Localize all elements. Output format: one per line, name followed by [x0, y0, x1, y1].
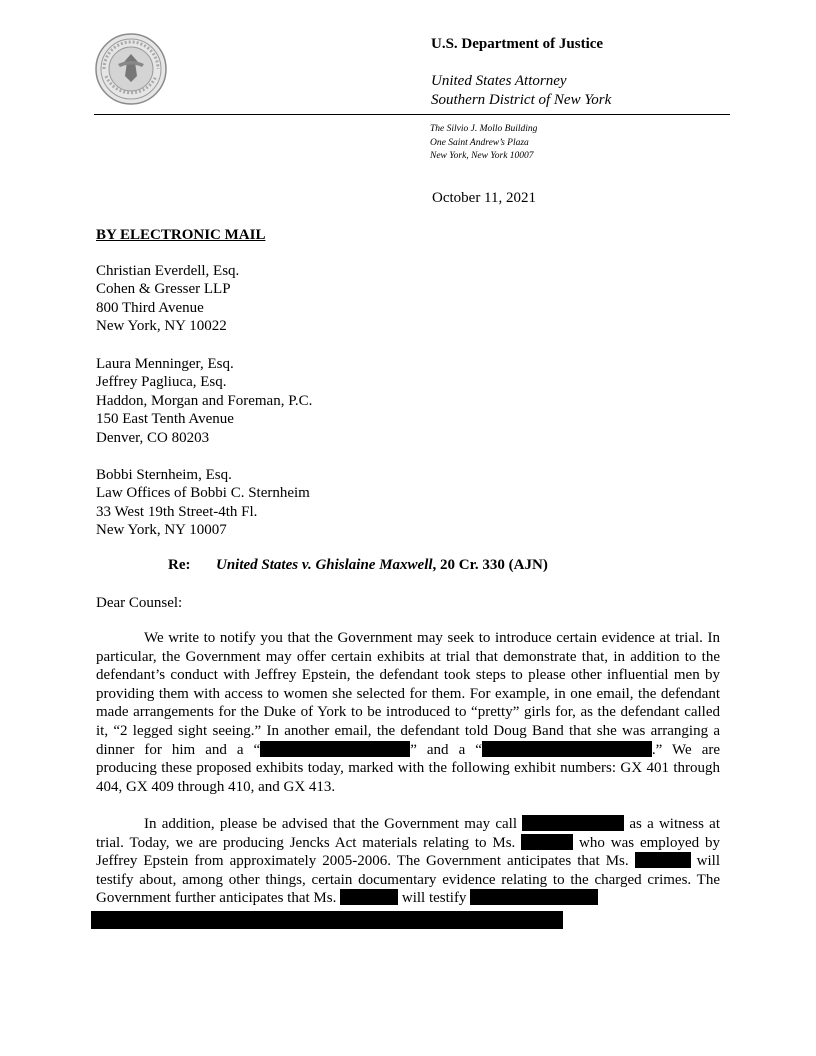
address-line: 800 Third Avenue — [96, 299, 204, 316]
salutation: Dear Counsel: — [96, 595, 183, 611]
office-address-2: One Saint Andrew’s Plaza — [430, 137, 529, 148]
letter-date: October 11, 2021 — [432, 190, 537, 206]
redaction-bar — [521, 834, 573, 850]
body-paragraph-1 — [96, 629, 720, 796]
address-line: Cohen & Gresser LLP — [96, 281, 231, 298]
address-line: Jeffrey Pagliuca, Esq. — [96, 374, 227, 391]
recipient-block-2 — [96, 355, 312, 447]
address-line: Law Offices of Bobbi C. Sternheim — [96, 485, 310, 502]
paragraph-2-part-a: In addition, please be advised that the Government may call — [144, 816, 523, 832]
office-line-1: United States Attorney — [431, 73, 567, 89]
redaction-bar — [522, 815, 624, 831]
office-address-1: The Silvio J. Mollo Building — [430, 124, 538, 134]
address-line: Christian Everdell, Esq. — [96, 263, 240, 279]
redaction-bar — [624, 741, 652, 757]
address-line: Bobbi Sternheim, Esq. — [96, 467, 232, 483]
case-caption — [216, 557, 548, 574]
address-line: Laura Menninger, Esq. — [96, 356, 234, 372]
paragraph-2-part-e: will testify — [398, 890, 471, 907]
office-address-3: New York, New York 10007 — [430, 151, 534, 161]
paragraph-1-part-c: .” We are producing these proposed exhibits today, marked with the following exhibit numbers: GX 401 through 404, GX 409 through 410, and GX 413. — [96, 741, 721, 795]
paragraph-1-part-b: ” and a “ — [410, 741, 482, 758]
redaction-bar — [91, 911, 563, 929]
redaction-bar — [260, 741, 410, 757]
redaction-bar — [635, 852, 691, 868]
recipient-block-1 — [96, 262, 239, 336]
redaction-bar — [482, 741, 624, 757]
paragraph-1-part-a: We write to notify you that the Government may seek to introduce certain evidence at trial. In particular, the Government may offer certain exhibits at trial that demonstrate that, in addition to the defendant’s conduct with Jeffrey Epstein, the defendant took steps to please other influential men by providing them with access to women she selected for them. For example, in one email, the defendant made arrangements for the Duke of York to be introduced to “pretty” girls for, as the defendant called it, “2 legged sight seeing.” In another email, the defendant told Doug Band that she was arranging a dinner for him and a “ — [96, 630, 720, 758]
re-line — [168, 557, 548, 574]
redaction-bar — [340, 889, 398, 905]
case-number: , 20 Cr. 330 (AJN) — [432, 557, 548, 573]
re-label: Re: — [168, 557, 191, 573]
paragraph-2-part-d: will testify about, among other things, certain documentary evidence relating to the charged crimes. The Government further anticipates that Ms. — [96, 853, 720, 907]
paragraph-2-part-b: as a witness at trial. Today, we are producing Jencks Act materials relating to Ms. — [96, 816, 720, 851]
letterhead-divider — [94, 114, 730, 115]
address-line: 33 West 19th Street-4th Fl. — [96, 503, 258, 520]
address-line: Denver, CO 80203 — [96, 429, 210, 446]
office-line-2: Southern District of New York — [431, 92, 612, 108]
address-line: New York, NY 10022 — [96, 318, 227, 335]
address-line: New York, NY 10007 — [96, 522, 227, 539]
redaction-bar — [470, 889, 598, 905]
address-line: 150 East Tenth Avenue — [96, 411, 234, 428]
case-name: United States v. Ghislaine Maxwell — [216, 557, 433, 573]
department-name: U.S. Department of Justice — [431, 36, 604, 52]
recipient-block-3 — [96, 466, 310, 540]
paragraph-2-part-c: who was employed by Jeffrey Epstein from approximately 2005-2006. The Government anticipates that Ms. — [96, 834, 720, 870]
body-paragraph-2 — [96, 815, 720, 912]
address-line: Haddon, Morgan and Foreman, P.C. — [96, 392, 313, 409]
delivery-method: BY ELECTRONIC MAIL — [96, 227, 266, 243]
doj-seal-icon — [94, 32, 168, 106]
